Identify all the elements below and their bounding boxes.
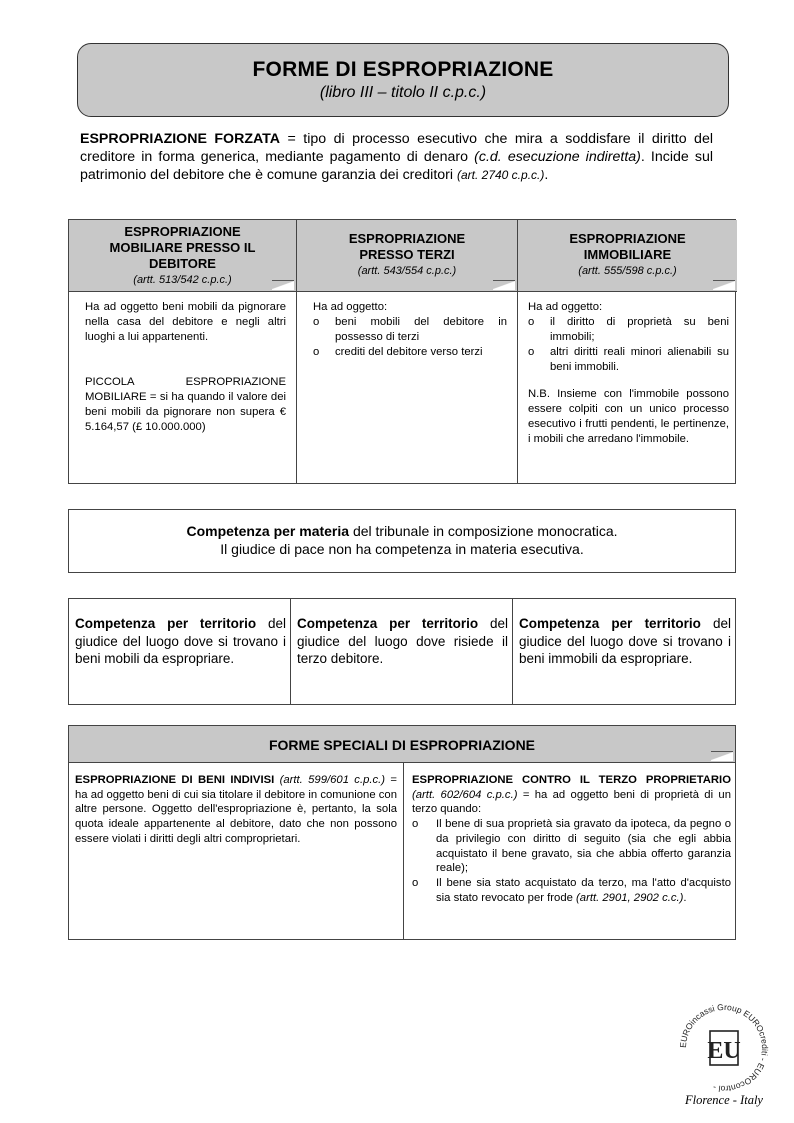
territorio-text: del giudice del luogo dove risiede il terzo debitore. [297, 616, 508, 666]
column-presso-terzi [297, 220, 518, 483]
beni-indivisi-text: = ha ad oggetto beni di cui sia titolare il debitore in comunione con altre persone. Oggetto dell'espropriazione è, pertanto, la sola quota ideale appartenente al debitore, dato che non possono essere violati i diritti degli altri comproprietari. [75, 774, 397, 845]
column-ref: (artt. 543/554 c.p.c.) [357, 265, 457, 277]
territorio-text: del giudice del luogo dove si trovano i beni mobili da espropriare. [75, 616, 286, 666]
page-fold-icon [272, 280, 294, 290]
list-item: o crediti del debitore verso terzi [313, 345, 507, 360]
logo-seal-icon [676, 1003, 772, 1093]
column-heading [297, 220, 517, 292]
column-heading [518, 220, 737, 292]
forme-speciali-heading [68, 725, 736, 762]
territorio-label: Competenza per territorio [297, 616, 479, 631]
terzo-proprietario-cell [404, 763, 737, 939]
terzo-proprietario-label: ESPROPRIAZIONE CONTRO IL TERZO PROPRIETARIO [412, 774, 731, 786]
column-text: Ha ad oggetto beni mobili da pignorare nella casa del debitore e negli altri luoghi a lui appartenenti. [85, 301, 286, 343]
column-body [69, 292, 296, 435]
intro-term: ESPROPRIAZIONE FORZATA [80, 131, 281, 147]
column-mobiliare [69, 220, 297, 483]
territorio-cell-mobiliare [69, 599, 291, 704]
logo-ring-text: EUROincassi Group EUROcrediti - EUROcontrol - [677, 1003, 771, 1093]
list-item [412, 876, 731, 905]
company-logo [676, 1003, 772, 1115]
list-item-ref: (artt. 2901, 2902 c.c.) [576, 891, 684, 904]
page-subtitle: (libro III – titolo II c.p.c.) [319, 84, 487, 101]
column-title: ESPROPRIAZIONE PRESSO TERZI [348, 231, 466, 262]
column-immobiliare [518, 220, 737, 483]
column-intro: Ha ad oggetto: [528, 301, 603, 313]
logo-monogram: EU [707, 1038, 741, 1064]
column-body [297, 292, 517, 360]
column-ref: (artt. 555/598 c.p.c.) [578, 265, 677, 277]
competenza-materia-label: Competenza per materia [186, 523, 350, 539]
nb-note: N.B. Insieme con l'immobile possono essere colpiti con un unico processo esecutivo i frutti pendenti, le pertinenze, i mobili che arredano l'immobile. [528, 388, 729, 445]
column-intro: Ha ad oggetto: [313, 301, 388, 313]
column-title: ESPROPRIAZIONE MOBILIARE PRESSO IL DEBITORE [109, 224, 256, 271]
page-fold-icon [711, 751, 733, 761]
list-item: o beni mobili del debitore in possesso di terzi [313, 315, 507, 345]
page-title: FORME DI ESPROPRIAZIONE [252, 58, 554, 81]
logo-caption: Florence - Italy [685, 1093, 763, 1107]
intro-text: = tipo di processo esecutivo che mira a soddisfare il diritto del creditore in forma generica, mediante pagamento di denaro [80, 131, 713, 165]
list-item-end: . [683, 891, 687, 904]
beni-indivisi-label: ESPROPRIAZIONE DI BENI INDIVISI [75, 774, 275, 786]
intro-italic: (c.d. esecuzione indiretta) [474, 149, 641, 165]
competenza-materia-box [68, 509, 736, 573]
beni-indivisi-ref: (artt. 599/601 c.p.c.) [279, 774, 386, 786]
territorio-text: del giudice del luogo dove si trovano i beni immobili da espropriare. [519, 616, 731, 666]
terzo-proprietario-ref: (artt. 602/604 c.p.c.) [412, 788, 518, 801]
intro-paragraph [80, 130, 713, 184]
page-fold-icon [713, 280, 735, 290]
column-title: ESPROPRIAZIONE IMMOBILIARE [569, 231, 686, 262]
competenza-materia-text: del tribunale in composizione monocratica. [349, 523, 618, 539]
intro-text2: . Incide sul patrimonio del debitore che è comune garanzia dei creditori [80, 149, 713, 183]
title-box [77, 43, 729, 117]
territorio-label: Competenza per territorio [75, 616, 257, 631]
list-item: o altri diritti reali minori alienabili su beni immobili. [528, 345, 729, 375]
column-ref: (artt. 513/542 c.p.c.) [133, 274, 232, 286]
list-item-text: Il bene sia stato acquistato da terzo, ma l'atto d'acquisto sia stato revocato per frode [436, 876, 731, 904]
column-body [518, 292, 737, 447]
forme-speciali-table [68, 762, 736, 940]
intro-ref: (art. 2740 c.p.c.) [456, 168, 545, 182]
list-item: o Il bene di sua proprietà sia gravato da ipoteca, da pegno o da privilegio con diritto di seguito (sia che egli abbia acquistato il bene gravato, sia che abbia offerto garanzia reale); [412, 817, 731, 876]
list-item: o il diritto di proprietà su beni immobili; [528, 315, 729, 345]
page-fold-icon [493, 280, 515, 290]
territorio-label: Competenza per territorio [519, 616, 701, 631]
beni-indivisi-cell [69, 763, 404, 939]
territorio-cell-terzi [291, 599, 513, 704]
piccola-espropriazione-text: PICCOLA ESPROPRIAZIONE MOBILIARE = si ha quando il valore dei beni mobili da pignorare non supera € 5.164,57 (£ 10.000.000) [85, 376, 286, 433]
terzo-proprietario-text: = ha ad oggetto beni di proprietà di un terzo quando: [412, 788, 731, 816]
territorio-cell-immobiliare [513, 599, 735, 704]
giudice-di-pace-text: Il giudice di pace non ha competenza in materia esecutiva. [220, 541, 584, 557]
espropriazione-types-table [68, 219, 736, 484]
column-heading [69, 220, 296, 292]
competenza-territorio-table [68, 598, 736, 705]
intro-end: . [544, 167, 549, 183]
forme-speciali-title: FORME SPECIALI DI ESPROPRIAZIONE [268, 737, 536, 753]
